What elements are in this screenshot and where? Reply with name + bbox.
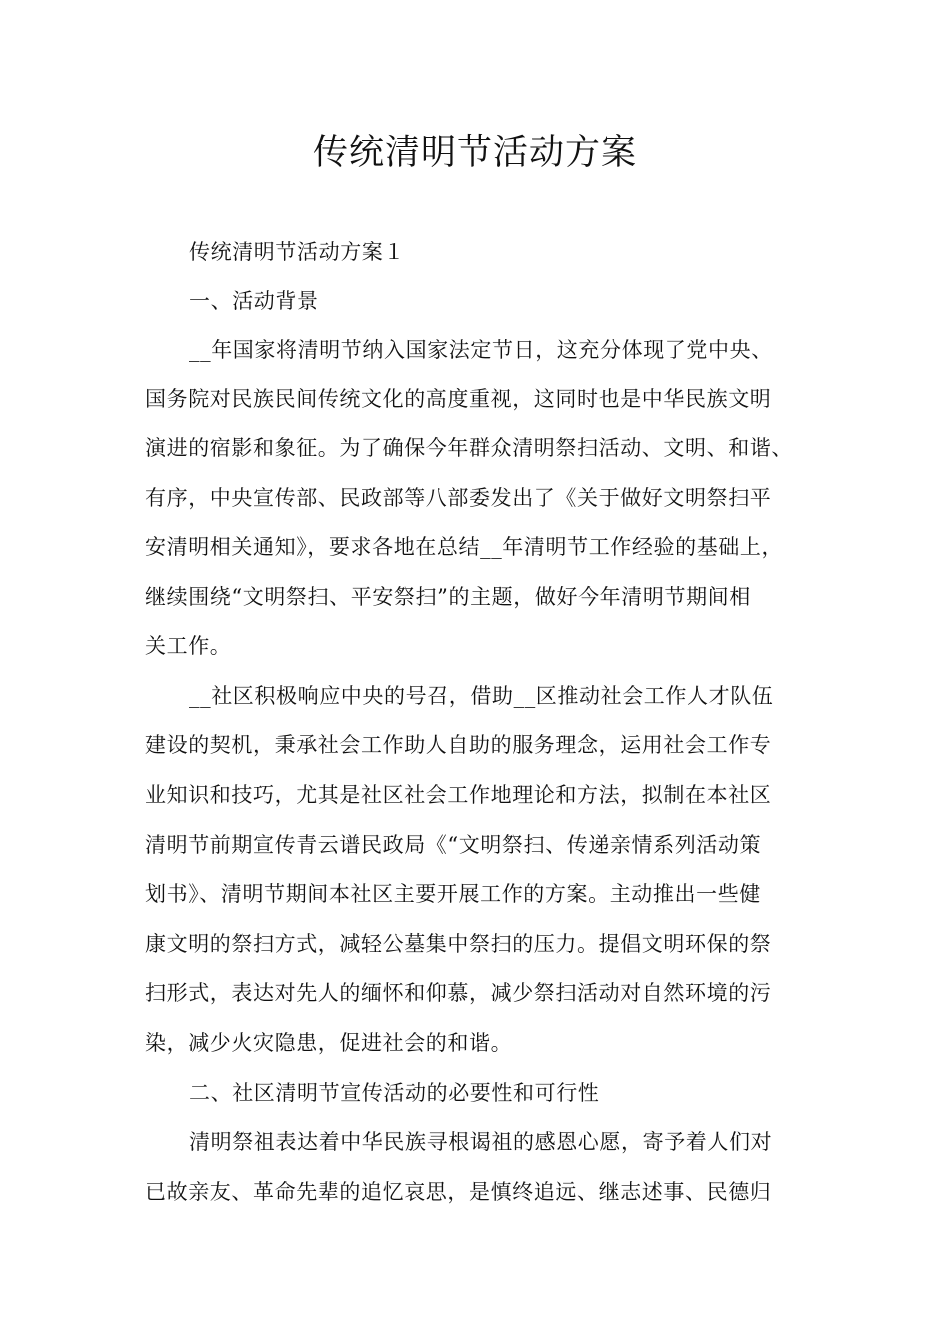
paragraph-line: 有序，中央宣传部、民政部等八部委发出了《关于做好文明祭扫平 [145,486,772,510]
paragraph-line: 业知识和技巧，尤其是社区社会工作地理论和方法，拟制在本社区 [145,783,772,807]
paragraph-line: 扫形式，表达对先人的缅怀和仰慕，减少祭扫活动对自然环境的污 [145,981,772,1005]
paragraph-line: 清明节前期宣传青云谱民政局《“文明祭扫、传递亲情系列活动策 [145,833,762,857]
paragraph-line: 关工作。 [145,634,232,658]
paragraph-line: 康文明的祭扫方式，减轻公墓集中祭扫的压力。提倡文明环保的祭 [145,932,772,956]
subtitle-line: 传统清明节活动方案１ [189,240,405,264]
paragraph-line: 划书》、清明节期间本社区主要开展工作的方案。主动推出一些健 [145,882,761,906]
paragraph-line: 已故亲友、革命先辈的追忆哀思，是慎终追远、继志述事、民德归 [145,1180,772,1204]
paragraph-line: 安清明相关通知》，要求各地在总结__年清明节工作经验的基础上， [145,535,784,559]
section-heading: 一、活动背景 [189,289,319,313]
paragraph-line: 继续围绕“文明祭扫、平安祭扫”的主题，做好今年清明节期间相 [145,585,751,609]
section-heading: 二、社区清明节宣传活动的必要性和可行性 [189,1081,600,1105]
paragraph-line: 染，减少火灾隐患，促进社会的和谐。 [145,1031,513,1055]
paragraph-line: 建设的契机，秉承社会工作助人自助的服务理念，运用社会工作专 [145,733,772,757]
paragraph-line: __社区积极响应中央的号召，借助__区推动社会工作人才队伍 [189,684,774,708]
paragraph-line: __年国家将清明节纳入国家法定节日，这充分体现了党中央、 [189,338,773,362]
paragraph-line: 清明祭祖表达着中华民族寻根谒祖的感恩心愿，寄予着人们对 [189,1130,773,1154]
paragraph-line: 演进的宿影和象征。为了确保今年群众清明祭扫活动、文明、和谐、 [145,436,793,460]
paragraph-line: 国务院对民族民间传统文化的高度重视，这同时也是中华民族文明 [145,387,772,411]
document-title: 传统清明节活动方案 [312,133,637,173]
